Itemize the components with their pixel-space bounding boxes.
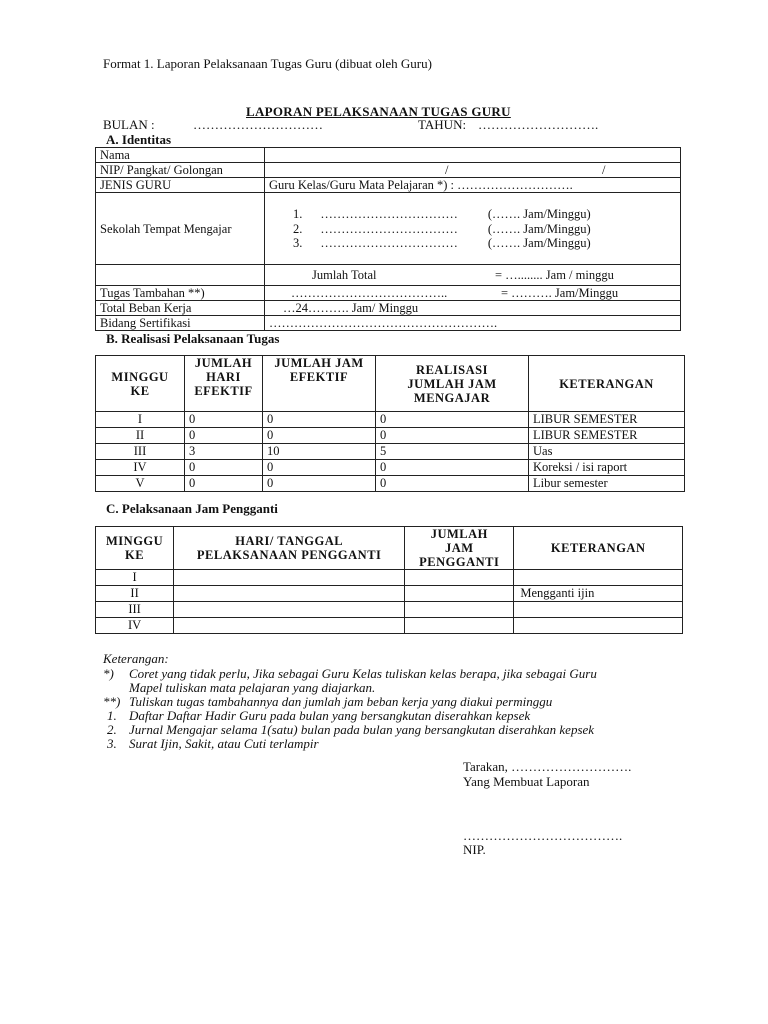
- header-jumlah-jam-pengganti: JUMLAH JAM PENGGANTI: [405, 527, 514, 570]
- hari-cell: 0: [185, 428, 263, 444]
- sekolah-item-jam: (……. Jam/Minggu): [487, 236, 591, 250]
- bidang-label: Bidang Sertifikasi: [96, 316, 265, 331]
- table-row: [96, 602, 683, 618]
- signature-place: Tarakan, ……………………….: [463, 759, 632, 774]
- jumlah-total-label: Jumlah Total: [312, 268, 377, 282]
- table-row: [96, 586, 683, 602]
- note-item-1-num: 1.: [107, 708, 117, 723]
- sekolah-label: Sekolah Tempat Mengajar: [96, 193, 265, 265]
- bidang-value: ……………………………………………….: [265, 316, 681, 331]
- sekolah-item-num: 1.: [293, 207, 303, 221]
- bulan-label: BULAN :: [103, 117, 155, 132]
- identity-row-jenis: [96, 178, 681, 193]
- header-keterangan: KETERANGAN: [514, 527, 683, 570]
- realisasi-header-row: [96, 356, 685, 412]
- keterangan-cell: Koreksi / isi raport: [529, 460, 685, 476]
- keterangan-cell: Libur semester: [529, 476, 685, 492]
- identity-row-tugas: [96, 286, 681, 301]
- table-row: [96, 444, 685, 460]
- minggu-cell: III: [96, 444, 185, 460]
- beban-value: …24………. Jam/ Minggu: [265, 301, 681, 316]
- identity-row-bidang: [96, 316, 681, 331]
- minggu-cell: I: [96, 570, 174, 586]
- realisasi-cell: 0: [376, 460, 529, 476]
- identity-row-nama: [96, 148, 681, 163]
- realisasi-cell: 5: [376, 444, 529, 460]
- signature-dots: ……………………………….: [463, 828, 623, 843]
- keterangan-cell: Uas: [529, 444, 685, 460]
- realisasi-table: [95, 355, 685, 492]
- sekolah-item-dots: ……………………………: [320, 221, 458, 236]
- sekolah-item-num: 2.: [293, 221, 303, 236]
- tanggal-cell: [174, 586, 405, 602]
- jam-pengganti-cell: [405, 602, 514, 618]
- jam-cell: 0: [263, 476, 376, 492]
- note-star2-text: Tuliskan tugas tambahannya dan jumlah jam beban kerja yang diakui perminggu: [129, 694, 553, 709]
- bulan-value: …………………………: [193, 117, 323, 132]
- jam-cell: 0: [263, 428, 376, 444]
- keterangan-cell: Mengganti ijin: [514, 586, 683, 602]
- tanggal-cell: [174, 618, 405, 634]
- table-row: [96, 460, 685, 476]
- note-item-3-text: Surat Ijin, Sakit, atau Cuti terlampir: [129, 736, 319, 751]
- nip-separator-1: /: [445, 163, 449, 177]
- header-minggu-ke: MINGGU KE: [96, 356, 185, 412]
- sekolah-item-jam: (……. Jam/Minggu): [487, 221, 591, 236]
- note-item-1-text: Daftar Daftar Hadir Guru pada bulan yang bersangkutan diserahkan kepsek: [129, 708, 531, 723]
- tugas-label: Tugas Tambahan **): [96, 286, 265, 301]
- keterangan-cell: LIBUR SEMESTER: [529, 428, 685, 444]
- jenis-value: Guru Kelas/Guru Mata Pelajaran *) : ……………………….: [265, 178, 681, 193]
- section-c-title: C. Pelaksanaan Jam Pengganti: [106, 501, 278, 516]
- keterangan-cell: [514, 570, 683, 586]
- table-row: [96, 412, 685, 428]
- realisasi-cell: 0: [376, 428, 529, 444]
- nip-label: NIP/ Pangkat/ Golongan: [96, 163, 265, 178]
- identity-row-beban: [96, 301, 681, 316]
- header-realisasi: REALISASI JUMLAH JAM MENGAJAR: [376, 356, 529, 412]
- note-item-2-num: 2.: [107, 722, 117, 737]
- jenis-label: JENIS GURU: [96, 178, 265, 193]
- table-row: [96, 428, 685, 444]
- jam-cell: 0: [263, 412, 376, 428]
- section-b-title: B. Realisasi Pelaksanaan Tugas: [106, 331, 280, 346]
- note-star1-mark: *): [103, 666, 114, 681]
- tugas-value: = ………. Jam/Minggu: [501, 286, 619, 300]
- jam-pengganti-cell: [405, 570, 514, 586]
- sekolah-list: [265, 193, 681, 265]
- identity-table: [95, 147, 681, 331]
- nama-label: Nama: [96, 148, 265, 163]
- nip-separator-2: /: [602, 163, 606, 177]
- sekolah-item-1: [293, 207, 591, 222]
- tanggal-cell: [174, 570, 405, 586]
- pengganti-header-row: [96, 527, 683, 570]
- jumlah-total-value: = …........ Jam / minggu: [495, 268, 614, 282]
- jam-cell: 10: [263, 444, 376, 460]
- table-row: [96, 618, 683, 634]
- sekolah-item-3: [293, 236, 591, 251]
- section-a-title: A. Identitas: [106, 132, 172, 147]
- table-row: [96, 476, 685, 492]
- nip-value: [265, 163, 681, 178]
- tugas-cell: [265, 286, 681, 301]
- header-minggu-ke: MINGGU KE: [96, 527, 174, 570]
- header-jumlah-hari-efektif: JUMLAH HARI EFEKTIF: [185, 356, 263, 412]
- minggu-cell: I: [96, 412, 185, 428]
- sekolah-item-2: [293, 222, 591, 237]
- sekolah-item-num: 3.: [293, 236, 303, 250]
- minggu-cell: II: [96, 428, 185, 444]
- realisasi-cell: 0: [376, 412, 529, 428]
- identity-row-jumlah-total: [96, 265, 681, 286]
- hari-cell: 0: [185, 460, 263, 476]
- minggu-cell: II: [96, 586, 174, 602]
- signature-nip: NIP.: [463, 842, 486, 857]
- pengganti-table: [95, 526, 683, 634]
- sekolah-item-dots: ……………………………: [320, 207, 458, 221]
- jumlah-total-cell: [265, 265, 681, 286]
- tahun-label: TAHUN:: [418, 117, 467, 132]
- hari-cell: 0: [185, 476, 263, 492]
- note-item-3-num: 3.: [107, 736, 117, 751]
- nama-value: [265, 148, 681, 163]
- note-star1-line2: Mapel tuliskan mata pelajaran yang diajarkan.: [129, 680, 376, 695]
- minggu-cell: IV: [96, 460, 185, 476]
- identity-row-sekolah: [96, 193, 681, 265]
- header-keterangan: KETERANGAN: [529, 356, 685, 412]
- tanggal-cell: [174, 602, 405, 618]
- minggu-cell: III: [96, 602, 174, 618]
- header-jumlah-jam-efektif: JUMLAH JAM EFEKTIF: [263, 356, 376, 412]
- signature-maker: Yang Membuat Laporan: [463, 774, 590, 789]
- note-star2-mark: **): [103, 694, 121, 709]
- jam-pengganti-cell: [405, 586, 514, 602]
- note-item-2-text: Jurnal Mengajar selama 1(satu) bulan pada bulan yang bersangkutan diserahkan kepsek: [129, 722, 595, 737]
- tugas-dots: ………………………………..: [291, 286, 448, 300]
- format-line: Format 1. Laporan Pelaksanaan Tugas Guru (dibuat oleh Guru): [103, 56, 432, 71]
- table-row: [96, 570, 683, 586]
- notes-title: Keterangan:: [103, 651, 169, 666]
- jam-cell: 0: [263, 460, 376, 476]
- sekolah-item-jam: (……. Jam/Minggu): [487, 207, 591, 221]
- minggu-cell: V: [96, 476, 185, 492]
- realisasi-cell: 0: [376, 476, 529, 492]
- keterangan-cell: [514, 618, 683, 634]
- sekolah-item-dots: ……………………………: [320, 236, 458, 250]
- sekolah-items: [293, 207, 591, 251]
- document-title: LAPORAN PELAKSANAAN TUGAS GURU: [246, 104, 511, 119]
- note-star1-line1: Coret yang tidak perlu, Jika sebagai Guru Kelas tuliskan kelas berapa, jika sebagai Guru: [129, 666, 597, 681]
- hari-cell: 0: [185, 412, 263, 428]
- identity-row-nip: [96, 163, 681, 178]
- jumlah-total-empty: [96, 265, 265, 286]
- keterangan-cell: LIBUR SEMESTER: [529, 412, 685, 428]
- keterangan-cell: [514, 602, 683, 618]
- jam-pengganti-cell: [405, 618, 514, 634]
- minggu-cell: IV: [96, 618, 174, 634]
- tahun-value: ……………………….: [478, 117, 599, 132]
- header-hari-tanggal: HARI/ TANGGAL PELAKSANAAN PENGGANTI: [174, 527, 405, 570]
- beban-label: Total Beban Kerja: [96, 301, 265, 316]
- hari-cell: 3: [185, 444, 263, 460]
